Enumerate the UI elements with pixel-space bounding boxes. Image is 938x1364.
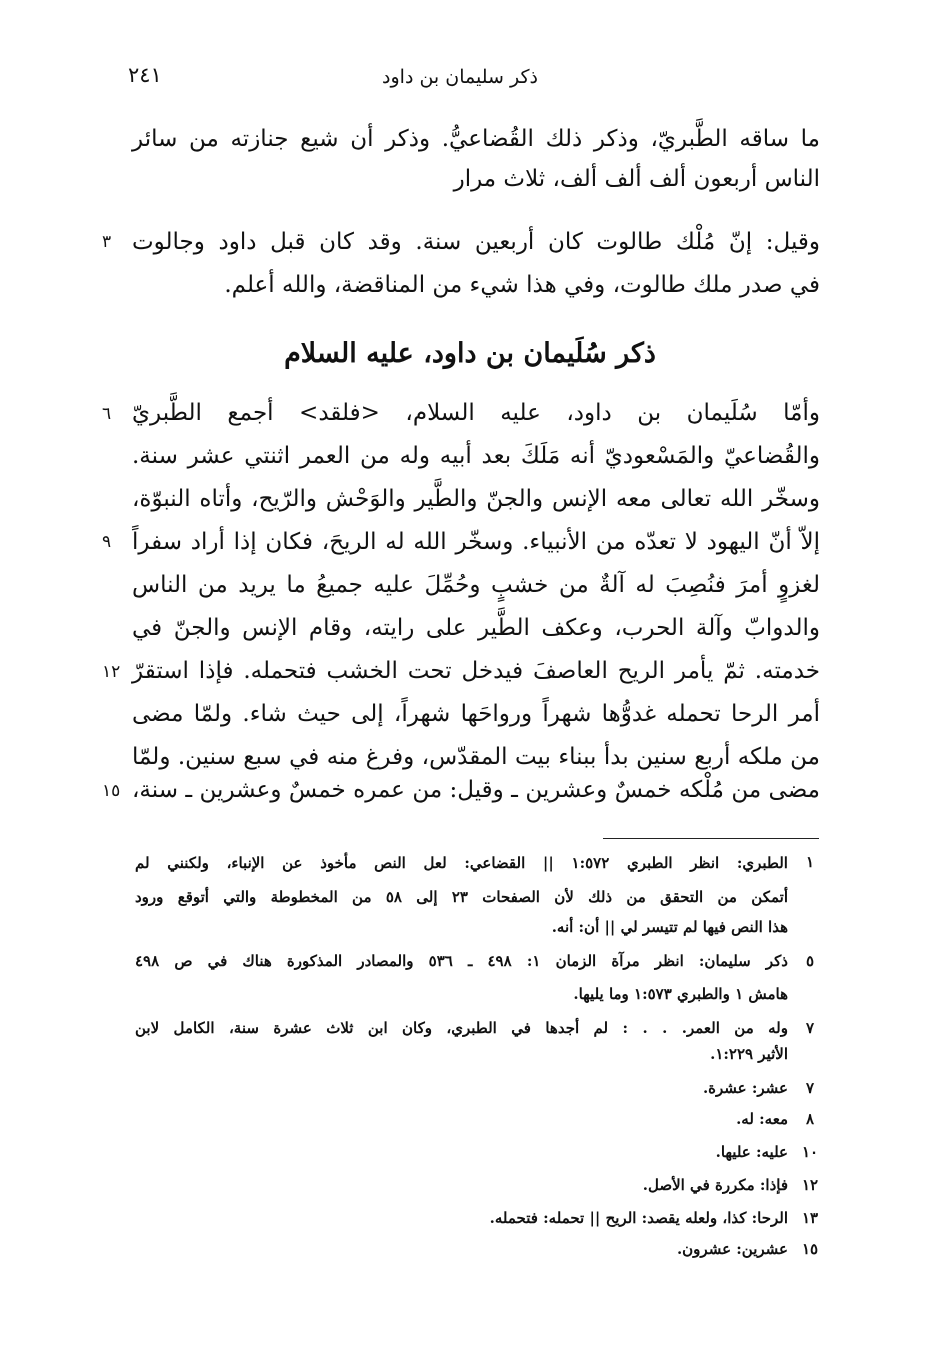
body-line: خدمته. ثمّ يأمر الريح العاصفَ فيدخل تحت الخشب فتحمله. فإذا استقرّ	[132, 658, 821, 684]
footnote-line: عشرين: عشرون.	[676, 1240, 788, 1258]
body-line: وسخّر الله تعالى معه الإنس والجنّ والطَّير والوَحْش والرّيح، وأتاه النبوّة،	[132, 486, 820, 512]
footnote-line: فإذا: مكررة في الأصل.	[642, 1176, 788, 1194]
footnote-number: ٨	[805, 1110, 815, 1128]
body-line: وأمّا سُلَيمان بن داود، عليه السلام، <فلقد> أجمع الطَّبريّ	[132, 400, 820, 426]
footnote-number: ٧	[805, 1079, 815, 1097]
footnote-line: عليه: عليها.	[715, 1143, 788, 1161]
page-number: ٢٤١	[128, 63, 162, 87]
running-header-title: ذكر سليمان بن داود	[382, 66, 538, 88]
footnote-line: ذكر سليمان: انظر مرآة الزمان ١: ٤٩٨ ـ ٥٣٦ والمصادر المذكورة هناك في ص ٤٩٨	[135, 952, 788, 970]
body-line: لغزوٍ أمرَ فنُصِبَ له آلةٌ من خشبٍ وحُمِّلَ عليه جميعُ ما يريد من الناس	[132, 572, 820, 598]
footnote-line: هامش ١ والطبري ١:٥٧٣ وما يليها.	[573, 985, 788, 1003]
footnote-number: ٧	[805, 1019, 815, 1037]
line-number: ٣	[102, 232, 112, 252]
section-heading: ذكر سُلَيمان بن داود، عليه السلام	[284, 338, 656, 369]
footnote-line: عشر: عشرة.	[702, 1079, 788, 1097]
footnote-separator	[603, 838, 819, 839]
footnote-line: الطبري: انظر الطبري ١:٥٧٢ || القضاعي: لعل النص مأخوذ عن الإنباء، ولكنني لم	[135, 854, 788, 872]
body-line: والدوابّ وآلة الحرب، وعكف الطَّير على رايته، وقام الإنس والجنّ في	[132, 615, 820, 641]
body-line: إلاّ أنّ اليهود لا تعدّه من الأنبياء. وسخّر الله له الريحَ، فكان إذا أراد سفراً	[132, 529, 820, 555]
body-line: ما ساقه الطَّبريّ، وذكر ذلك القُضاعيُّ. وذكر أن شيع جنازته من سائر	[132, 126, 820, 152]
body-line: والقُضاعيّ والمَسْعوديّ أنه مَلَكَ بعد أبيه وله من العمر اثنتي عشر سنة.	[132, 443, 820, 469]
footnote-number: ١٠	[801, 1143, 819, 1161]
body-line: من ملكه أربع سنين بدأ ببناء بيت المقدّس، وفرغ منه في سبع سنين. ولمّا	[132, 744, 820, 770]
footnote-line: هذا النص فيها لم تتيسر لي || أن: أنه.	[551, 918, 788, 936]
line-number: ٩	[102, 532, 112, 552]
footnote-line: وله من العمر. . . : لم أجدها في الطبري، وكان ابن ثلاث عشرة سنة، الكامل لابن	[135, 1019, 788, 1037]
footnote-line: معه: له.	[736, 1110, 788, 1128]
body-line: الناس أربعون ألف ألف ألف، ثلاث مرار	[453, 166, 820, 192]
footnote-number: ١	[805, 853, 815, 871]
footnote-line: أتمكن من التحقق من ذلك لأن الصفحات ٢٣ إلى ٥٨ من المخطوطة والتي أتوقع ورود	[135, 888, 788, 906]
footnote-number: ١٣	[801, 1209, 819, 1227]
body-line: وقيل: إنّ مُلْك طالوت كان أربعين سنة. وقد كان قبل داود وجالوت	[132, 229, 820, 255]
line-number: ١٥	[102, 781, 121, 801]
line-number: ٦	[102, 404, 112, 424]
footnote-number: ٥	[805, 952, 815, 970]
line-number: ١٢	[102, 662, 121, 682]
footnote-line: الرحا: كذا، ولعله يقصد: الريح || تحمله: فتحمله.	[489, 1209, 788, 1227]
footnote-number: ١٥	[801, 1240, 819, 1258]
body-line: في صدر ملك طالوت، وفي هذا شيء من المناقضة، والله أعلم.	[224, 272, 820, 298]
body-line: مضى من مُلْكه خمسٌ وعشرين ـ وقيل: من عمره خمسٌ وعشرين ـ سنة،	[132, 777, 820, 803]
footnote-number: ١٢	[801, 1176, 819, 1194]
footnote-line: الأثير ١:٢٢٩.	[710, 1045, 788, 1063]
body-line: أمر الرحا تحمله غدوُّها شهراً ورواحَها شهراً، إلى حيث شاء. ولمّا مضى	[132, 701, 820, 727]
